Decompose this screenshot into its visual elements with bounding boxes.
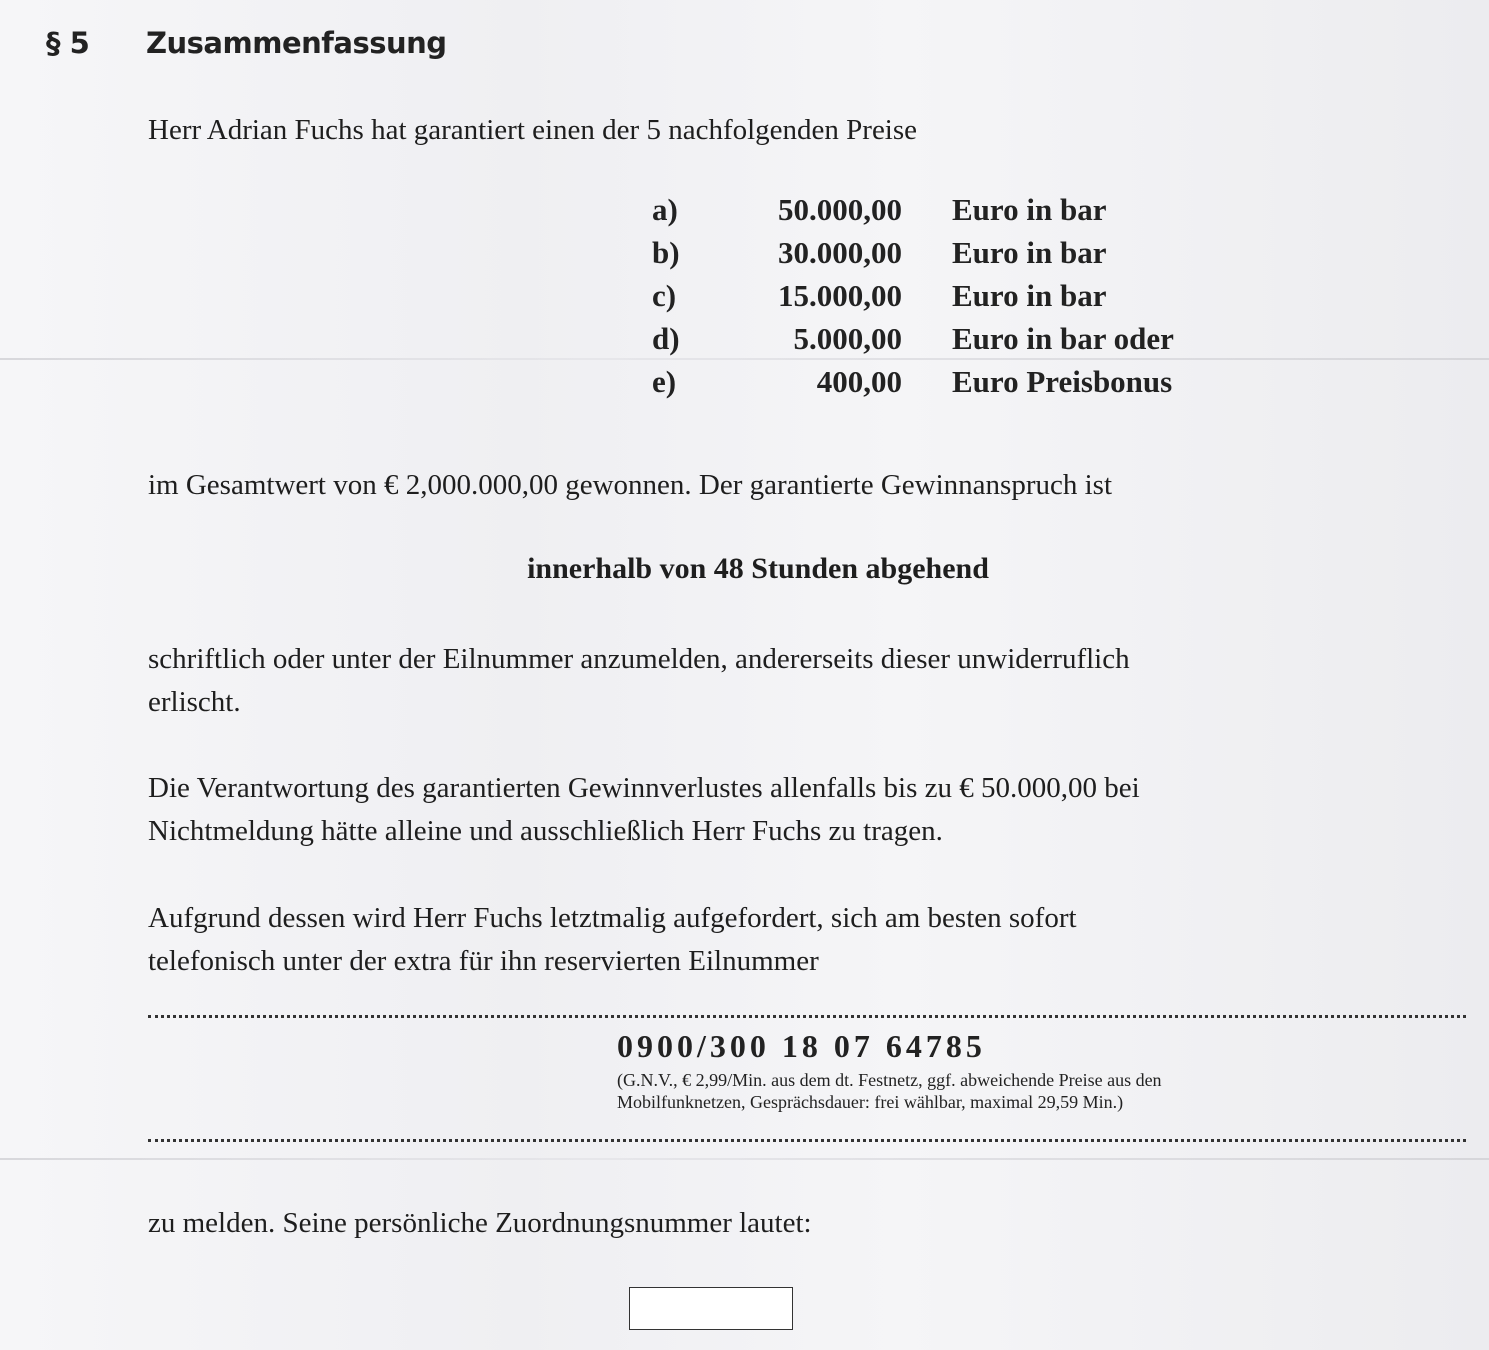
prize-amount: 400,00 xyxy=(816,364,902,399)
hotline-number: 0900/300 18 07 64785 xyxy=(617,1028,986,1064)
section-number: § 5 xyxy=(46,26,90,60)
register-paragraph xyxy=(148,638,1130,724)
hotline-pricing-note xyxy=(617,1069,1337,1113)
section-title: Zusammenfassung xyxy=(146,26,447,60)
text-line: schriftlich oder unter der Eilnummer anzumelden, andererseits dieser unwiderruflich xyxy=(148,643,1130,675)
prize-amount: 50.000,00 xyxy=(778,192,902,227)
paper-fold xyxy=(0,1158,1489,1160)
prize-item xyxy=(652,235,1107,278)
prize-item xyxy=(652,278,1107,321)
deadline-text: innerhalb von 48 Stunden abgehend xyxy=(527,552,989,585)
prize-amount: 5.000,00 xyxy=(793,321,902,356)
responsibility-paragraph xyxy=(148,767,1140,853)
prize-letter: d) xyxy=(652,321,680,356)
closing-text: zu melden. Seine persönliche Zuordnungsnummer lautet: xyxy=(148,1207,812,1239)
prize-unit: Euro in bar xyxy=(952,192,1107,227)
text-line: (G.N.V., € 2,99/Min. aus dem dt. Festnetz, ggf. abweichende Preise aus den xyxy=(617,1070,1162,1090)
prize-unit: Euro in bar xyxy=(952,235,1107,270)
prize-letter: e) xyxy=(652,364,677,399)
text-line: Die Verantwortung des garantierten Gewinnverlustes allenfalls bis zu € 50.000,00 bei xyxy=(148,772,1140,804)
text-line: Mobilfunknetzen, Gesprächsdauer: frei wählbar, maximal 29,59 Min.) xyxy=(617,1092,1124,1112)
intro-text: Herr Adrian Fuchs hat garantiert einen der 5 nachfolgenden Preise xyxy=(148,114,918,146)
dotted-divider xyxy=(148,1015,1466,1018)
text-line: Aufgrund dessen wird Herr Fuchs letztmalig aufgefordert, sich am besten sofort xyxy=(148,902,1077,934)
prize-item xyxy=(652,192,1107,235)
text-line: telefonisch unter der extra für ihn reservierten Eilnummer xyxy=(148,945,819,977)
prize-letter: c) xyxy=(652,278,677,313)
prize-unit: Euro in bar xyxy=(952,278,1107,313)
prize-item xyxy=(652,364,1173,407)
prize-letter: b) xyxy=(652,235,680,270)
prize-unit: Euro in bar oder xyxy=(952,321,1174,356)
prize-amount: 30.000,00 xyxy=(778,235,902,270)
prize-unit: Euro Preisbonus xyxy=(952,364,1173,399)
dotted-divider xyxy=(148,1139,1466,1142)
request-paragraph xyxy=(148,897,1077,983)
total-value-text: im Gesamtwert von € 2,000.000,00 gewonnen. Der garantierte Gewinnanspruch ist xyxy=(148,469,1113,501)
text-line: Nichtmeldung hätte alleine und ausschließlich Herr Fuchs zu tragen. xyxy=(148,815,943,847)
prize-amount: 15.000,00 xyxy=(778,278,902,313)
section-heading xyxy=(46,26,447,60)
reference-number-box xyxy=(629,1287,793,1330)
text-line: erlischt. xyxy=(148,686,241,718)
prize-letter: a) xyxy=(652,192,678,227)
prize-item xyxy=(652,321,1174,364)
